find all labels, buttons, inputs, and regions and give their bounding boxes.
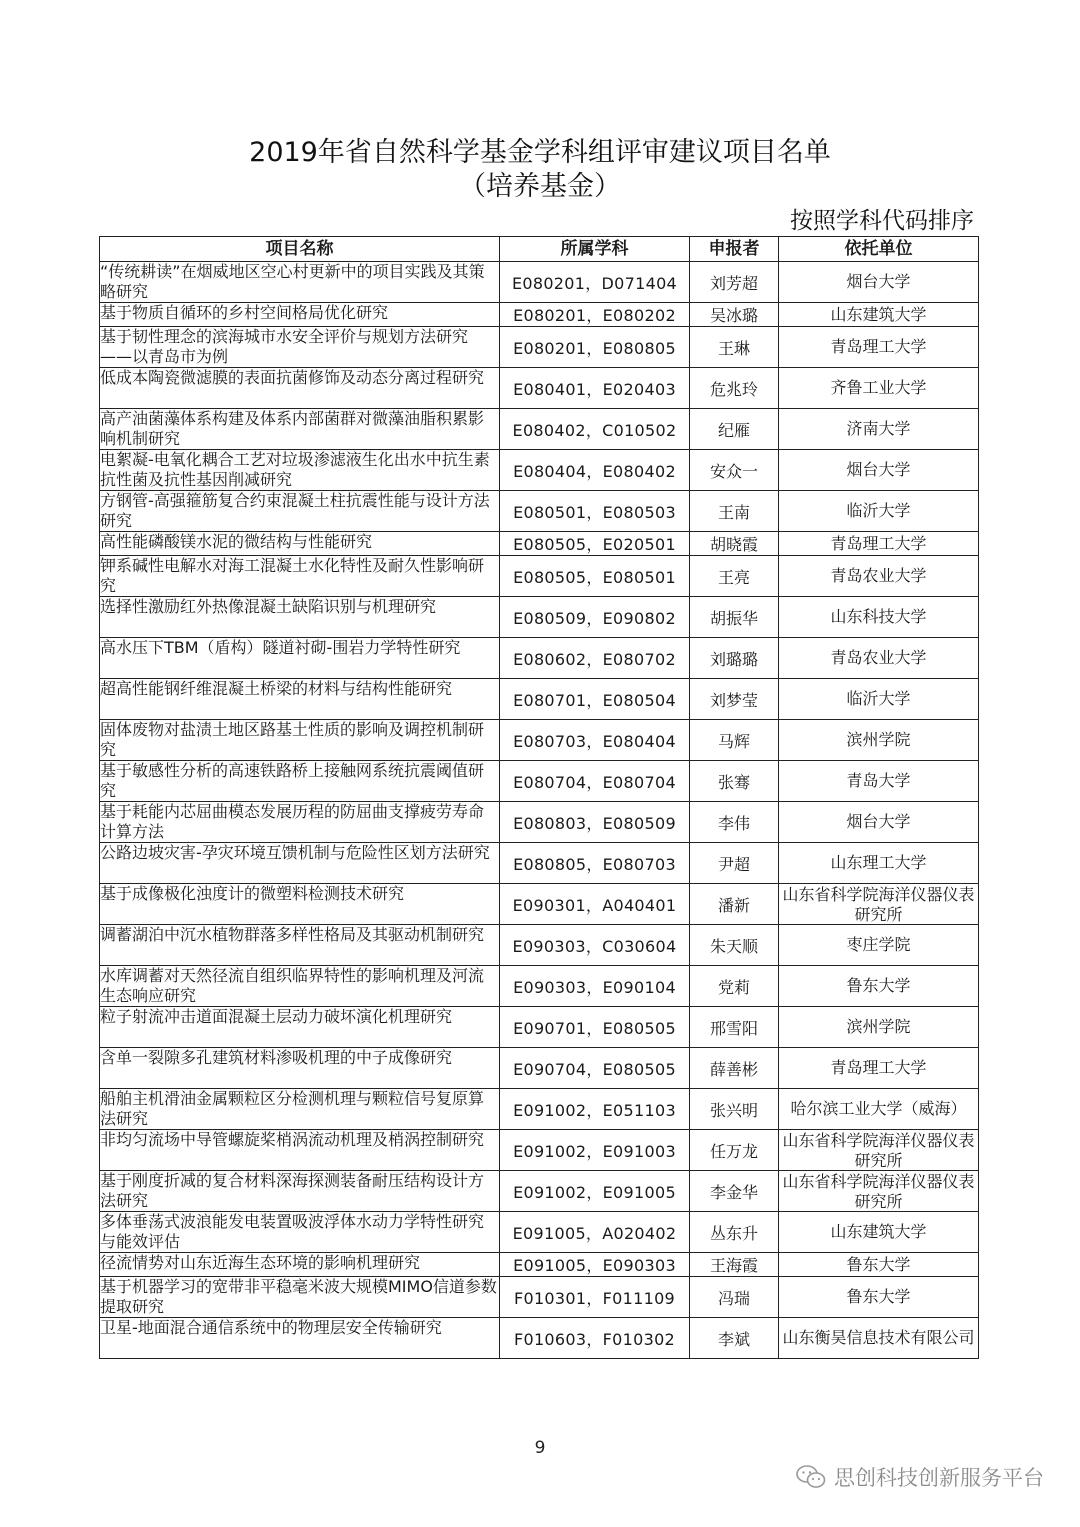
applicant-cell: 刘芳超 bbox=[690, 262, 779, 303]
cell-text: 公路边坡灾害-孕灾环境互馈机制与危险性区划方法研究 bbox=[100, 843, 490, 862]
project-name-cell bbox=[100, 1130, 500, 1171]
project-name-cell bbox=[100, 409, 500, 450]
subject-code-cell: E091002，E051103 bbox=[500, 1089, 690, 1130]
subject-code-cell: E080602，E080702 bbox=[500, 638, 690, 679]
project-name-cell bbox=[100, 966, 500, 1007]
table-row bbox=[100, 262, 979, 303]
institution-cell bbox=[779, 679, 979, 720]
subject-code-cell: E090701，E080505 bbox=[500, 1007, 690, 1048]
subject-code-cell: E080701，E080504 bbox=[500, 679, 690, 720]
project-name-cell bbox=[100, 491, 500, 532]
table-row bbox=[100, 327, 979, 368]
cell-text: 鲁东大学 bbox=[846, 1287, 911, 1306]
table-row bbox=[100, 720, 979, 761]
cell-text: 青岛农业大学 bbox=[830, 648, 927, 667]
subject-code-cell: F010301，F011109 bbox=[500, 1277, 690, 1318]
subject-code-cell: E091002，E091003 bbox=[500, 1130, 690, 1171]
cell-text: 山东理工大学 bbox=[830, 853, 927, 872]
cell-text: 青岛大学 bbox=[846, 771, 911, 790]
cell-text: 青岛理工大学 bbox=[830, 1058, 927, 1077]
header-project-name: 项目名称 bbox=[100, 237, 500, 262]
cell-text: 粒子射流冲击道面混凝土层动力破坏演化机理研究 bbox=[100, 1007, 453, 1026]
project-name-cell bbox=[100, 368, 500, 409]
cell-text: 基于刚度折减的复合材料深海探测装备耐压结构设计方法研究 bbox=[100, 1171, 485, 1210]
institution-cell bbox=[779, 409, 979, 450]
institution-cell bbox=[779, 966, 979, 1007]
table-row bbox=[100, 679, 979, 720]
cell-text: 齐鲁工业大学 bbox=[830, 378, 927, 397]
table-row bbox=[100, 1318, 979, 1359]
watermark-text: 思创科技创新服务平台 bbox=[834, 1466, 1044, 1490]
table-row bbox=[100, 1089, 979, 1130]
cell-text: 固体废物对盐渍土地区路基土性质的影响及调控机制研究 bbox=[100, 720, 485, 759]
sort-note: 按照学科代码排序 bbox=[790, 208, 974, 234]
cell-text: 调蓄湖泊中沉水植物群落多样性格局及其驱动机制研究 bbox=[100, 925, 485, 944]
subject-code-cell: E080704，E080704 bbox=[500, 761, 690, 802]
subject-code-cell: E080505，E080501 bbox=[500, 556, 690, 597]
applicant-cell: 尹超 bbox=[690, 843, 779, 884]
table-body bbox=[100, 262, 979, 1359]
cell-text: 哈尔滨工业大学（威海） bbox=[790, 1099, 967, 1118]
applicant-cell: 危兆玲 bbox=[690, 368, 779, 409]
subject-code-cell: E080501，E080503 bbox=[500, 491, 690, 532]
institution-cell bbox=[779, 761, 979, 802]
header-institution: 依托单位 bbox=[779, 237, 979, 262]
subject-code-cell: E080402，C010502 bbox=[500, 409, 690, 450]
institution-cell bbox=[779, 1171, 979, 1212]
applicant-cell: 马辉 bbox=[690, 720, 779, 761]
table-row bbox=[100, 966, 979, 1007]
table-row bbox=[100, 368, 979, 409]
cell-text: 鲁东大学 bbox=[846, 1254, 911, 1274]
table-row bbox=[100, 1130, 979, 1171]
project-name-cell bbox=[100, 925, 500, 966]
subject-code-cell: E080201，E080805 bbox=[500, 327, 690, 368]
cell-text: 电絮凝-电氧化耦合工艺对垃圾渗滤液生化出水中抗生素抗性菌及抗性基因削减研究 bbox=[100, 450, 490, 489]
institution-cell bbox=[779, 843, 979, 884]
table-row bbox=[100, 1007, 979, 1048]
cell-text: 基于成像极化浊度计的微塑料检测技术研究 bbox=[100, 884, 405, 903]
project-name-cell bbox=[100, 303, 500, 327]
project-name-cell bbox=[100, 1007, 500, 1048]
cell-text: 滨州学院 bbox=[846, 1017, 911, 1036]
cell-text: 山东衡昊信息技术有限公司 bbox=[782, 1328, 975, 1347]
project-name-cell bbox=[100, 1277, 500, 1318]
project-name-cell bbox=[100, 327, 500, 368]
cell-text: 山东省科学院海洋仪器仪表研究所 bbox=[782, 1171, 975, 1211]
applicant-cell: 邢雪阳 bbox=[690, 1007, 779, 1048]
applicant-cell: 张兴明 bbox=[690, 1089, 779, 1130]
table-row bbox=[100, 884, 979, 925]
cell-text: 高水压下TBM（盾构）隧道衬砌-围岩力学特性研究 bbox=[100, 638, 461, 657]
cell-text: 多体垂荡式波浪能发电装置吸波浮体水动力学特性研究与能效评估 bbox=[100, 1212, 485, 1251]
institution-cell bbox=[779, 1089, 979, 1130]
institution-cell bbox=[779, 303, 979, 327]
cell-text: “传统耕读”在烟威地区空心村更新中的项目实践及其策略研究 bbox=[100, 262, 485, 301]
project-name-cell bbox=[100, 556, 500, 597]
cell-text: 水库调蓄对天然径流自组织临界特性的影响机理及河流生态响应研究 bbox=[100, 966, 485, 1005]
project-name-cell bbox=[100, 720, 500, 761]
applicant-cell: 王亮 bbox=[690, 556, 779, 597]
subject-code-cell: E080803，E080509 bbox=[500, 802, 690, 843]
subject-code-cell: E091005，E090303 bbox=[500, 1253, 690, 1277]
cell-text: 枣庄学院 bbox=[846, 935, 911, 954]
project-name-cell bbox=[100, 1089, 500, 1130]
cell-text: 基于耗能内芯屈曲模态发展历程的防屈曲支撑疲劳寿命计算方法 bbox=[100, 802, 485, 841]
project-name-cell bbox=[100, 1212, 500, 1253]
table-row bbox=[100, 843, 979, 884]
cell-text: 船舶主机滑油金属颗粒区分检测机理与颗粒信号复原算法研究 bbox=[100, 1089, 485, 1128]
applicant-cell: 李伟 bbox=[690, 802, 779, 843]
applicant-cell: 胡晓霞 bbox=[690, 532, 779, 556]
subject-code-cell: E080509，E090802 bbox=[500, 597, 690, 638]
table-row bbox=[100, 409, 979, 450]
cell-text: 济南大学 bbox=[846, 419, 911, 438]
applicant-cell: 纪雁 bbox=[690, 409, 779, 450]
table-row bbox=[100, 1212, 979, 1253]
institution-cell bbox=[779, 1277, 979, 1318]
table-row bbox=[100, 802, 979, 843]
project-table bbox=[99, 236, 979, 1359]
project-name-cell bbox=[100, 843, 500, 884]
subject-code-cell: E090704，E080505 bbox=[500, 1048, 690, 1089]
table-row bbox=[100, 1171, 979, 1212]
applicant-cell: 吴冰璐 bbox=[690, 303, 779, 327]
applicant-cell: 刘梦莹 bbox=[690, 679, 779, 720]
applicant-cell: 安众一 bbox=[690, 450, 779, 491]
table-row bbox=[100, 450, 979, 491]
cell-text: 基于敏感性分析的高速铁路桥上接触网系统抗震阈值研究 bbox=[100, 761, 485, 800]
cell-text: 非均匀流场中导管螺旋桨梢涡流动机理及梢涡控制研究 bbox=[100, 1130, 485, 1149]
header-subject: 所属学科 bbox=[500, 237, 690, 262]
cell-text: 鲁东大学 bbox=[846, 976, 911, 995]
subject-code-cell: E090303，E090104 bbox=[500, 966, 690, 1007]
subject-code-cell: E091005，A020402 bbox=[500, 1212, 690, 1253]
applicant-cell: 薛善彬 bbox=[690, 1048, 779, 1089]
applicant-cell: 李金华 bbox=[690, 1171, 779, 1212]
institution-cell bbox=[779, 925, 979, 966]
subject-code-cell: E080201，D071404 bbox=[500, 262, 690, 303]
project-name-cell bbox=[100, 597, 500, 638]
page-title: 2019年省自然科学基金学科组评审建议项目名单 bbox=[249, 137, 831, 168]
applicant-cell: 刘璐璐 bbox=[690, 638, 779, 679]
project-name-cell bbox=[100, 761, 500, 802]
subject-code-cell: E080805，E080703 bbox=[500, 843, 690, 884]
cell-text: 青岛理工大学 bbox=[830, 533, 927, 553]
institution-cell bbox=[779, 597, 979, 638]
table-row bbox=[100, 1253, 979, 1277]
subject-code-cell: F010603，F010302 bbox=[500, 1318, 690, 1359]
table-row bbox=[100, 638, 979, 679]
cell-text: 低成本陶瓷微滤膜的表面抗菌修饰及动态分离过程研究 bbox=[100, 368, 485, 387]
table-row bbox=[100, 303, 979, 327]
cell-text: 方钢管-高强箍筋复合约束混凝土柱抗震性能与设计方法研究 bbox=[100, 491, 490, 530]
project-name-cell bbox=[100, 532, 500, 556]
subject-code-cell: E080404，E080402 bbox=[500, 450, 690, 491]
project-name-cell bbox=[100, 679, 500, 720]
project-name-cell bbox=[100, 262, 500, 303]
table-row bbox=[100, 1048, 979, 1089]
cell-text: 烟台大学 bbox=[846, 272, 911, 291]
institution-cell bbox=[779, 1212, 979, 1253]
applicant-cell: 李斌 bbox=[690, 1318, 779, 1359]
subject-code-cell: E090303，C030604 bbox=[500, 925, 690, 966]
wechat-icon bbox=[796, 1464, 826, 1490]
project-name-cell bbox=[100, 450, 500, 491]
subject-code-cell: E080505，E020501 bbox=[500, 532, 690, 556]
watermark bbox=[796, 1462, 1044, 1492]
cell-text: 临沂大学 bbox=[846, 689, 911, 708]
table-row bbox=[100, 532, 979, 556]
institution-cell bbox=[779, 491, 979, 532]
cell-text: 超高性能钢纤维混凝土桥梁的材料与结构性能研究 bbox=[100, 679, 453, 698]
cell-text: 基于韧性理念的滨海城市水安全评价与规划方法研究——以青岛市为例 bbox=[100, 327, 469, 366]
institution-cell bbox=[779, 1318, 979, 1359]
institution-cell bbox=[779, 1048, 979, 1089]
institution-cell bbox=[779, 368, 979, 409]
table-row bbox=[100, 556, 979, 597]
project-name-cell bbox=[100, 1171, 500, 1212]
subject-code-cell: E080201，E080202 bbox=[500, 303, 690, 327]
applicant-cell: 冯瑞 bbox=[690, 1277, 779, 1318]
institution-cell bbox=[779, 450, 979, 491]
cell-text: 高产油菌藻体系构建及体系内部菌群对微藻油脂积累影响机制研究 bbox=[100, 409, 485, 448]
project-name-cell bbox=[100, 638, 500, 679]
cell-text: 烟台大学 bbox=[846, 460, 911, 479]
cell-text: 高性能磷酸镁水泥的微结构与性能研究 bbox=[100, 532, 373, 551]
institution-cell bbox=[779, 720, 979, 761]
cell-text: 山东科技大学 bbox=[830, 607, 927, 626]
institution-cell bbox=[779, 327, 979, 368]
project-name-cell bbox=[100, 802, 500, 843]
cell-text: 基于机器学习的宽带非平稳毫米波大规模MIMO信道参数提取研究 bbox=[100, 1277, 497, 1316]
institution-cell bbox=[779, 556, 979, 597]
cell-text: 烟台大学 bbox=[846, 812, 911, 831]
cell-text: 卫星-地面混合通信系统中的物理层安全传输研究 bbox=[100, 1318, 442, 1337]
cell-text: 山东建筑大学 bbox=[830, 304, 927, 324]
table-row bbox=[100, 1277, 979, 1318]
institution-cell bbox=[779, 884, 979, 925]
table-row bbox=[100, 491, 979, 532]
institution-cell bbox=[779, 802, 979, 843]
applicant-cell: 任万龙 bbox=[690, 1130, 779, 1171]
institution-cell bbox=[779, 1007, 979, 1048]
header-applicant: 申报者 bbox=[690, 237, 779, 262]
table-row bbox=[100, 597, 979, 638]
institution-cell bbox=[779, 638, 979, 679]
subject-code-cell: E080401，E020403 bbox=[500, 368, 690, 409]
applicant-cell: 王南 bbox=[690, 491, 779, 532]
applicant-cell: 张骞 bbox=[690, 761, 779, 802]
table-row bbox=[100, 761, 979, 802]
cell-text: 含单一裂隙多孔建筑材料渗吸机理的中子成像研究 bbox=[100, 1048, 453, 1067]
cell-text: 青岛农业大学 bbox=[830, 566, 927, 585]
applicant-cell: 王海霞 bbox=[690, 1253, 779, 1277]
project-name-cell bbox=[100, 884, 500, 925]
applicant-cell: 丛东升 bbox=[690, 1212, 779, 1253]
table-row bbox=[100, 925, 979, 966]
cell-text: 临沂大学 bbox=[846, 501, 911, 520]
cell-text: 山东建筑大学 bbox=[830, 1222, 927, 1241]
institution-cell bbox=[779, 1130, 979, 1171]
cell-text: 山东省科学院海洋仪器仪表研究所 bbox=[782, 884, 975, 924]
page-number: 9 bbox=[534, 1438, 546, 1458]
institution-cell bbox=[779, 1253, 979, 1277]
cell-text: 滨州学院 bbox=[846, 730, 911, 749]
cell-text: 山东省科学院海洋仪器仪表研究所 bbox=[782, 1130, 975, 1170]
cell-text: 径流情势对山东近海生态环境的影响机理研究 bbox=[100, 1253, 421, 1272]
institution-cell bbox=[779, 532, 979, 556]
project-name-cell bbox=[100, 1048, 500, 1089]
cell-text: 青岛理工大学 bbox=[830, 337, 927, 356]
applicant-cell: 党莉 bbox=[690, 966, 779, 1007]
institution-cell bbox=[779, 262, 979, 303]
cell-text: 选择性激励红外热像混凝土缺陷识别与机理研究 bbox=[100, 597, 437, 616]
cell-text: 钾系碱性电解水对海工混凝土水化特性及耐久性影响研究 bbox=[100, 556, 485, 595]
applicant-cell: 潘新 bbox=[690, 884, 779, 925]
project-name-cell bbox=[100, 1318, 500, 1359]
subject-code-cell: E091002，E091005 bbox=[500, 1171, 690, 1212]
applicant-cell: 胡振华 bbox=[690, 597, 779, 638]
table-header-row bbox=[100, 237, 979, 262]
applicant-cell: 王琳 bbox=[690, 327, 779, 368]
subject-code-cell: E090301，A040401 bbox=[500, 884, 690, 925]
applicant-cell: 朱天顺 bbox=[690, 925, 779, 966]
cell-text: 基于物质自循环的乡村空间格局优化研究 bbox=[100, 303, 389, 322]
subject-code-cell: E080703，E080404 bbox=[500, 720, 690, 761]
project-name-cell bbox=[100, 1253, 500, 1277]
page-subtitle: （培养基金） bbox=[459, 171, 621, 202]
